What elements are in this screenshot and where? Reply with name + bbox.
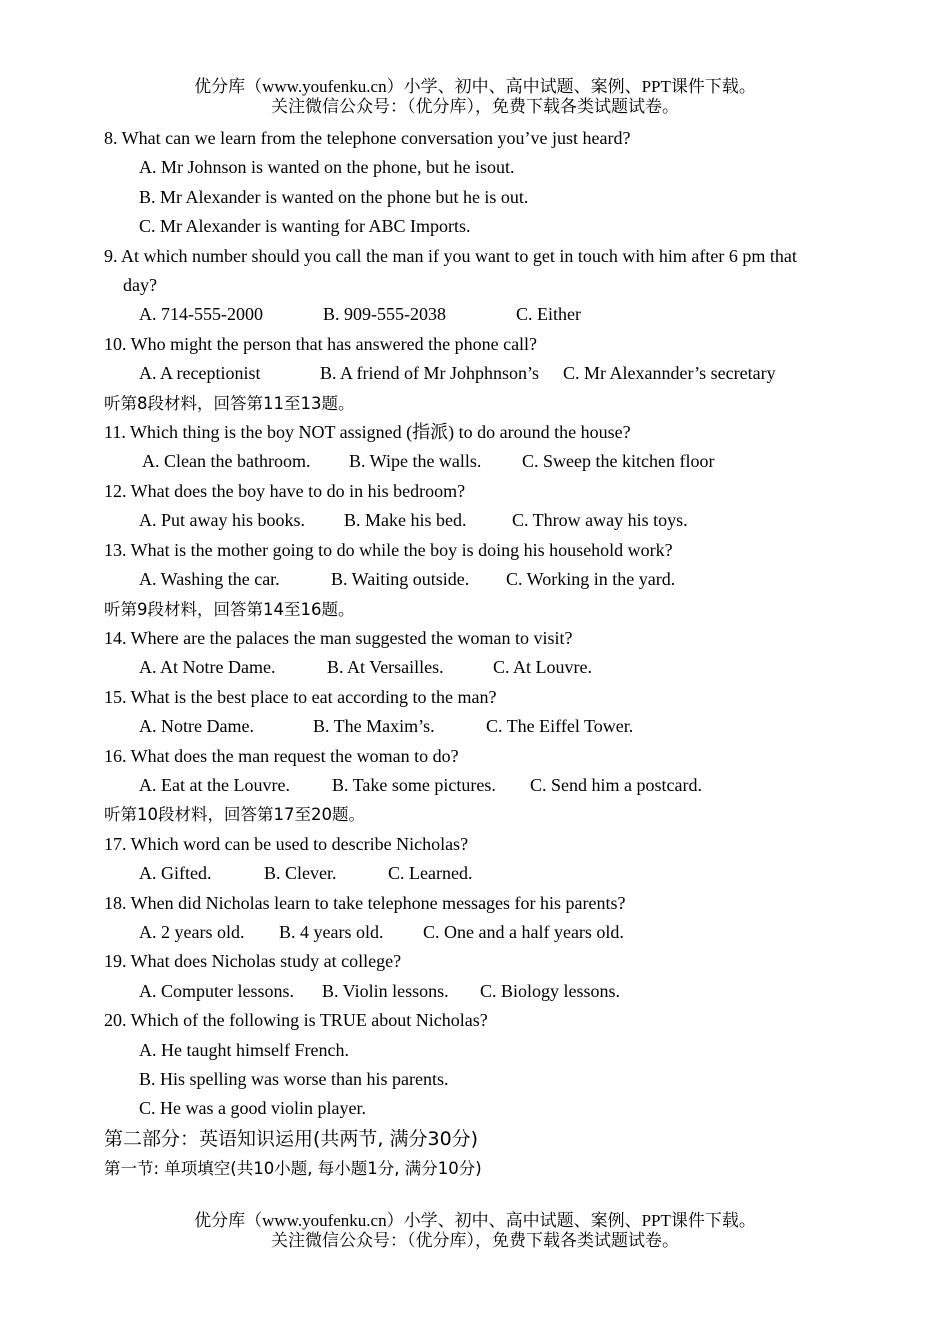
q14-options xyxy=(104,653,864,682)
question-10: 10. Who might the person that has answered the phone call? xyxy=(104,333,538,354)
q17-option-a: A. Gifted. xyxy=(139,863,212,884)
q8-option-a: A. Mr Johnson is wanted on the phone, but he isout. xyxy=(139,157,515,178)
q18-options xyxy=(104,918,864,947)
q20-option-a: A. He taught himself French. xyxy=(139,1039,349,1060)
question-12: 12. What does the boy have to do in his bedroom? xyxy=(104,480,466,501)
question-9-continued: day? xyxy=(123,275,157,296)
q9-option-c: C. Either xyxy=(516,304,581,325)
section-9-heading: 听第9段材料，回答第14至16题。 xyxy=(104,599,355,619)
question-16: 16. What does the man request the woman to do? xyxy=(104,745,459,766)
q17-options xyxy=(104,859,864,888)
q16-option-c: C. Send him a postcard. xyxy=(530,774,702,795)
q12-option-c: C. Throw away his toys. xyxy=(512,510,688,531)
page-header xyxy=(0,77,950,117)
question-18: 18. When did Nicholas learn to take telephone messages for his parents? xyxy=(104,892,626,913)
q13-option-c: C. Working in the yard. xyxy=(506,569,676,590)
q10-option-b: B. A friend of Mr Johphnson’s xyxy=(320,363,540,384)
q11-option-b: B. Wipe the walls. xyxy=(349,451,482,472)
q18-option-a: A. 2 years old. xyxy=(139,921,245,942)
q9-options xyxy=(104,300,864,329)
section-10-heading: 听第10段材料，回答第17至20题。 xyxy=(104,805,365,825)
q18-option-c: C. One and a half years old. xyxy=(423,921,624,942)
q19-option-c: C. Biology lessons. xyxy=(480,980,621,1001)
page-footer xyxy=(0,1211,950,1251)
question-14: 14. Where are the palaces the man suggested the woman to visit? xyxy=(104,627,573,648)
question-15: 15. What is the best place to eat according to the man? xyxy=(104,686,497,707)
q10-option-c: C. Mr Alexannder’s secretary xyxy=(563,363,776,384)
q19-option-b: B. Violin lessons. xyxy=(322,980,449,1001)
q12-option-a: A. Put away his books. xyxy=(139,510,305,531)
q17-option-b: B. Clever. xyxy=(264,863,337,884)
q14-option-c: C. At Louvre. xyxy=(493,657,592,678)
q19-option-a: A. Computer lessons. xyxy=(139,980,294,1001)
question-17: 17. Which word can be used to describe Nicholas? xyxy=(104,833,469,854)
q10-option-a: A. A receptionist xyxy=(139,363,261,384)
q13-option-a: A. Washing the car. xyxy=(139,569,280,590)
q19-options xyxy=(104,977,864,1006)
q20-option-b: B. His spelling was worse than his parents. xyxy=(139,1069,449,1089)
part-2-section-1-heading: 第一节: 单项填空(共10小题, 每小题1分, 满分10分) xyxy=(104,1158,482,1178)
header-line-1: 优分库（www.youfenku.cn）小学、初中、高中试题、案例、PPT课件下载。 xyxy=(194,77,756,96)
q11-option-a: A. Clean the bathroom. xyxy=(142,451,311,472)
q18-option-b: B. 4 years old. xyxy=(279,921,384,942)
footer-line-1: 优分库（www.youfenku.cn）小学、初中、高中试题、案例、PPT课件下载。 xyxy=(194,1211,756,1230)
q15-option-c: C. The Eiffel Tower. xyxy=(486,716,634,737)
q16-options xyxy=(104,771,864,800)
q15-options xyxy=(104,712,864,741)
q14-option-a: A. At Notre Dame. xyxy=(139,657,276,678)
question-11: 11. Which thing is the boy NOT assigned (指派) to do around the house? xyxy=(104,422,631,443)
section-8-heading: 听第8段材料，回答第11至13题。 xyxy=(104,393,355,413)
part-2-heading: 第二部分：英语知识运用(共两节, 满分30分) xyxy=(104,1127,479,1150)
question-20: 20. Which of the following is TRUE about Nicholas? xyxy=(104,1010,488,1031)
q12-option-b: B. Make his bed. xyxy=(344,510,467,531)
q20-option-c: C. He was a good violin player. xyxy=(139,1098,366,1119)
question-19: 19. What does Nicholas study at college? xyxy=(104,951,402,972)
q17-option-c: C. Learned. xyxy=(388,863,473,884)
q8-option-b: B. Mr Alexander is wanted on the phone but he is out. xyxy=(139,186,529,207)
q14-option-b: B. At Versailles. xyxy=(327,657,444,678)
q8-option-c: C. Mr Alexander is wanting for ABC Imports. xyxy=(139,216,471,237)
question-list xyxy=(104,124,864,1183)
q11-option-c: C. Sweep the kitchen floor xyxy=(522,451,715,472)
footer-line-2: 关注微信公众号：（优分库），免费下载各类试题试卷。 xyxy=(271,1231,679,1250)
question-8: 8. What can we learn from the telephone conversation you’ve just heard? xyxy=(104,128,631,148)
q10-options xyxy=(104,359,864,388)
q15-option-a: A. Notre Dame. xyxy=(139,716,254,737)
q16-option-b: B. Take some pictures. xyxy=(332,774,496,795)
q11-options xyxy=(104,447,864,476)
q13-option-b: B. Waiting outside. xyxy=(331,569,470,590)
question-13: 13. What is the mother going to do while the boy is doing his household work? xyxy=(104,539,673,560)
q13-options xyxy=(104,565,864,594)
q15-option-b: B. The Maxim’s. xyxy=(313,716,435,737)
q16-option-a: A. Eat at the Louvre. xyxy=(139,774,290,795)
header-line-2: 关注微信公众号：（优分库），免费下载各类试题试卷。 xyxy=(271,97,679,116)
question-9: 9. At which number should you call the man if you want to get in touch with him after 6 pm that xyxy=(104,245,797,266)
q9-option-a: A. 714-555-2000 xyxy=(139,304,263,325)
q9-option-b: B. 909-555-2038 xyxy=(323,304,446,325)
q12-options xyxy=(104,506,864,535)
